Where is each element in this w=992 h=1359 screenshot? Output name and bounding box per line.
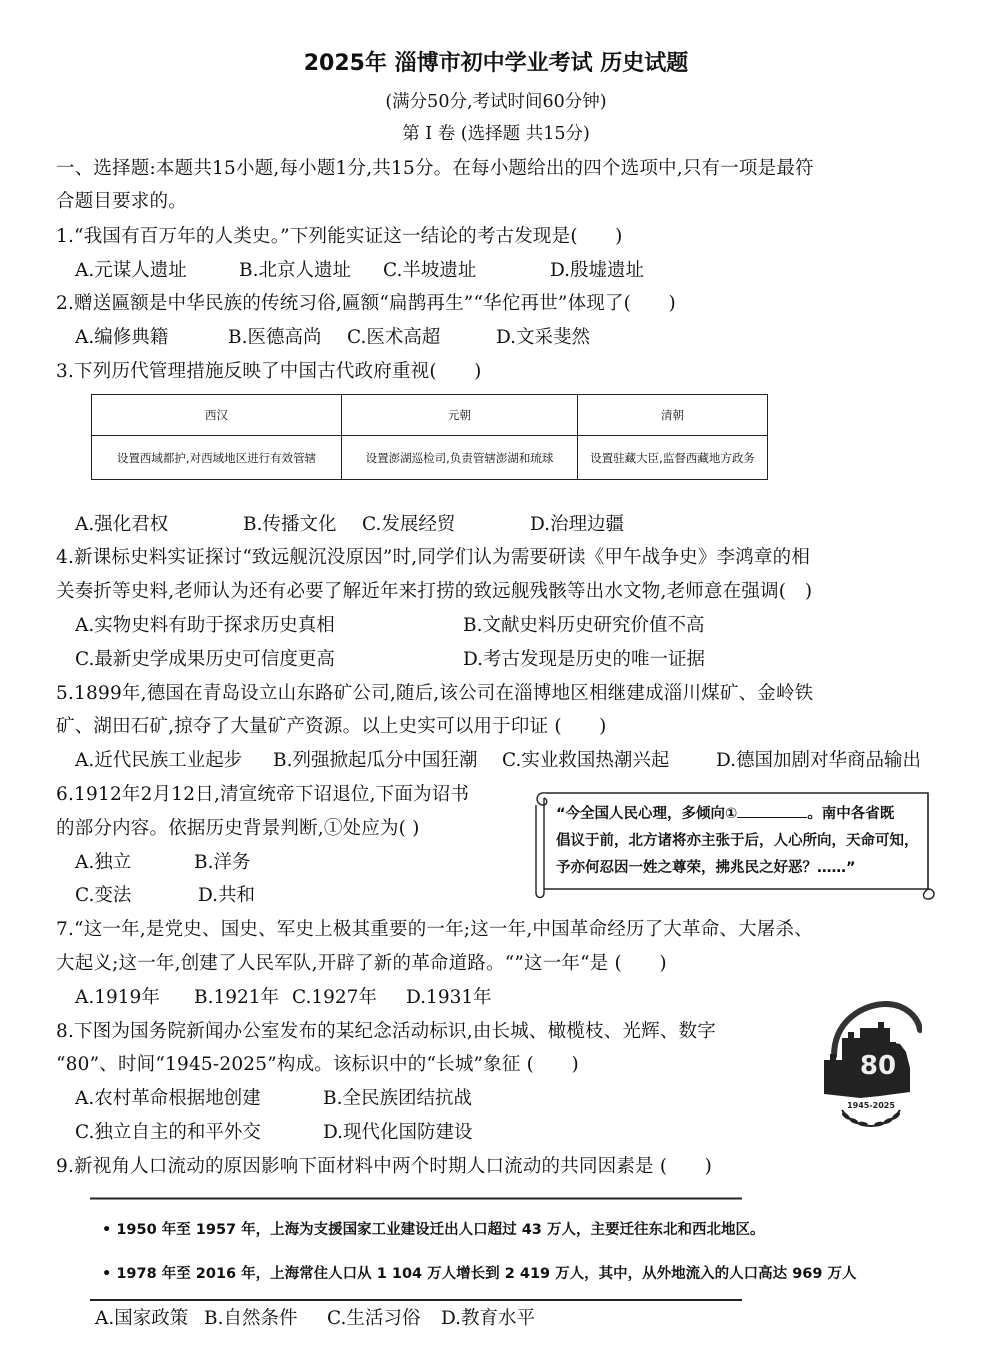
exam-title: 2025年 淄博市初中学业考试 历史试题 <box>303 51 689 76</box>
q3-header-yuan: 元朝 <box>342 395 578 436</box>
q3-option-d: D.治理边疆 <box>530 514 625 535</box>
q9-material-frame <box>90 1197 742 1301</box>
q2-option-d: D.文采斐然 <box>496 327 591 348</box>
q5-line1: 5.1899年,德国在青岛设立山东路矿公司,随后,该公司在淄博地区相继建成淄川煤矿、金岭铁 <box>56 683 814 704</box>
q6-quote-line3: 予亦何忍因一姓之尊荣，拂兆民之好恶？……” <box>556 860 856 876</box>
q2-option-a: A.编修典籍 <box>75 327 169 348</box>
q4-option-a: A.实物史料有助于探求历史真相 <box>75 615 335 636</box>
q6-line1: 6.1912年2月12日,清宣统帝下诏退位,下面为诏书 <box>56 784 470 805</box>
q1-stem: 1.“我国有百万年的人类史。”下列能实证这一结论的考古发现是( ) <box>56 226 623 247</box>
q6-quote-line2: 倡议于前，北方诸将亦主张于后，人心所向，天命可知， <box>556 833 919 849</box>
instructions-line2: 合题目要求的。 <box>56 191 187 212</box>
q8-option-c: C.独立自主的和平外交 <box>75 1122 261 1143</box>
q1-option-c: C.半坡遗址 <box>383 260 477 281</box>
q8-option-b: B.全民族团结抗战 <box>323 1088 472 1109</box>
q8-line2: “80”、时间“1945-2025”构成。该标识中的“长城”象征 ( ) <box>56 1054 579 1075</box>
q4-line2: 关奏折等史料,老师认为还有必要了解近年来打捞的致远舰残骸等出水文物,老师意在强调( ) <box>56 581 813 602</box>
q7-line2: 大起义;这一年,创建了人民军队,开辟了新的革命道路。“”这一年“是 ( ) <box>56 953 667 974</box>
q1-option-d: D.殷墟遗址 <box>550 260 645 281</box>
q6-option-d: D.共和 <box>198 885 256 906</box>
q1-option-a: A.元谋人遗址 <box>75 260 187 281</box>
q9-option-a: A.国家政策 <box>95 1308 189 1329</box>
olive-branch-icon <box>841 1110 901 1127</box>
q2-stem: 2.赠送匾额是中华民族的传统习俗,匾额“扁鹊再生”“华佗再世”体现了( ) <box>56 293 676 314</box>
q6-option-c: C.变法 <box>75 885 132 906</box>
logo-years: 1945-2025 <box>847 1101 895 1110</box>
q2-option-b: B.医德高尚 <box>228 327 322 348</box>
q7-option-a: A.1919年 <box>75 987 160 1008</box>
q3-option-b: B.传播文化 <box>243 514 337 535</box>
logo-number: 80 <box>859 1051 897 1081</box>
q5-option-a: A.近代民族工业起步 <box>75 750 243 771</box>
q7-line1: 7.“这一年,是党史、国史、军史上极其重要的一年;这一年,中国革命经历了大革命、大屠杀、 <box>56 919 813 940</box>
q4-option-b: B.文献史料历史研究价值不高 <box>463 615 705 636</box>
q3-option-c: C.发展经贸 <box>362 514 456 535</box>
q4-option-d: D.考古发现是历史的唯一证据 <box>463 649 706 670</box>
q3-header-qing: 清朝 <box>578 395 768 436</box>
q9-material-line1: • 1950 年至 1957 年，上海为支援国家工业建设迁出人口超过 43 万人，主要迁往东北和西北地区。 <box>102 1222 765 1238</box>
q6-option-b: B.洋务 <box>194 852 251 873</box>
q9-option-b: B.自然条件 <box>204 1308 298 1329</box>
q9-stem: 9.新视角人口流动的原因影响下面材料中两个时期人口流动的共同因素是 ( ) <box>56 1156 713 1177</box>
q7-option-c: C.1927年 <box>292 987 377 1008</box>
q5-option-d: D.德国加剧对华商品输出 <box>716 750 922 771</box>
q3-table <box>91 394 768 480</box>
q8-option-d: D.现代化国防建设 <box>323 1122 473 1143</box>
q7-option-d: D.1931年 <box>406 987 492 1008</box>
q5-line2: 矿、湖田石矿,掠夺了大量矿产资源。以上史实可以用于印证 ( ) <box>56 716 607 737</box>
q3-header-xihan: 西汉 <box>92 395 342 436</box>
q9-option-d: D.教育水平 <box>441 1308 536 1329</box>
commemoration-logo <box>820 998 922 1130</box>
q5-option-c: C.实业救国热潮兴起 <box>502 750 670 771</box>
q1-option-b: B.北京人遗址 <box>239 260 351 281</box>
q6-answer-blank <box>737 803 807 818</box>
q2-option-c: C.医术高超 <box>347 327 441 348</box>
exam-subtitle: (满分50分,考试时间60分钟) <box>385 92 607 112</box>
q6-quote-line1: “今全国人民心理，多倾向① 。南中各省既 <box>556 802 894 823</box>
q4-option-c: C.最新史学成果历史可信度更高 <box>75 649 335 670</box>
q9-option-c: C.生活习俗 <box>327 1308 421 1329</box>
q3-cell-yuan: 设置澎湖巡检司,负责管辖澎湖和琉球 <box>342 436 578 480</box>
q3-option-a: A.强化君权 <box>75 514 169 535</box>
q3-cell-qing: 设置驻藏大臣,监督西藏地方政务 <box>578 436 768 480</box>
q6-option-a: A.独立 <box>75 852 132 873</box>
section-heading: 第 I 卷 (选择题 共15分) <box>402 124 590 144</box>
q9-material-line2: • 1978 年至 2016 年，上海常住人口从 1 104 万人增长到 2 419 万人，其中，从外地流入的人口高达 969 万人 <box>102 1266 857 1282</box>
q3-cell-xihan: 设置西域都护,对西域地区进行有效管辖 <box>92 436 342 480</box>
q5-option-b: B.列强掀起瓜分中国狂潮 <box>273 750 478 771</box>
instructions-line1: 一、选择题:本题共15小题,每小题1分,共15分。在每小题给出的四个选项中,只有一项是最符 <box>56 158 814 179</box>
q3-stem: 3.下列历代管理措施反映了中国古代政府重视( ) <box>56 361 482 382</box>
q8-option-a: A.农村革命根据地创建 <box>75 1088 261 1109</box>
q6-line2: 的部分内容。依据历史背景判断,①处应为( ) <box>56 818 420 839</box>
q8-line1: 8.下图为国务院新闻办公室发布的某纪念活动标识,由长城、橄榄枝、光辉、数字 <box>56 1021 716 1042</box>
q7-option-b: B.1921年 <box>194 987 280 1008</box>
q4-line1: 4.新课标史料实证探讨“致远舰沉没原因”时,同学们认为需要研读《甲午战争史》李鸿章的相 <box>56 547 811 568</box>
